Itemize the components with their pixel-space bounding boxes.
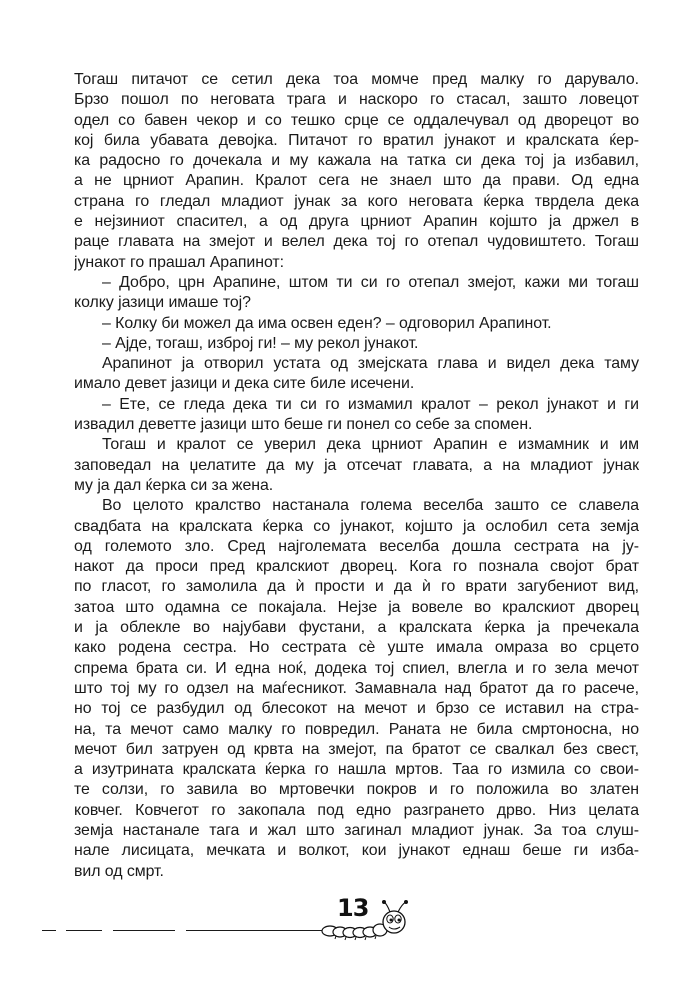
text-line: ка радосно го дочекала и му кажала на татка си дека тој ја избавил, — [74, 152, 639, 170]
text-line: е нејзиниот спасител, а од друга црниот Арапин којшто ја држел в — [74, 213, 639, 231]
footer-rule-segment — [113, 930, 175, 931]
text-line: заповедал на џелатите да му ја отсечат главата, а на младиот јунак — [74, 456, 639, 474]
footer-rule-segment — [66, 930, 102, 931]
text-line: јунакот го прашал Арапинот: — [74, 253, 285, 271]
text-line: земја настанале тага и жал што загинал младиот јунак. За тоа слуш- — [74, 821, 639, 839]
text-line: – Ете, се гледа дека ти си го измамил кралот – рекол јунакот и ги — [102, 395, 639, 413]
text-line: имало девет јазици и дека сите биле исечени. — [74, 375, 415, 393]
text-line: на, та мечот само малку го повредил. Раната не била смртоносна, но — [74, 720, 639, 738]
text-line: извадил деветте јазици што беше ги понел со себе за спомен. — [74, 416, 533, 434]
text-line: кој била убавата девојка. Питачот го вратил јунакот и кралската ќер- — [74, 131, 639, 149]
text-line: затоа што одамна се покајала. Нејзе ја вовеле во кралскиот дворец — [74, 598, 639, 616]
text-line: – Добро, црн Арапине, штом ти си го отепал змејот, кажи ми тогаш — [102, 273, 639, 291]
text-line: колку јазици имаше тој? — [74, 294, 251, 312]
text-line: нале лисицата, мечката и волкот, кои јунакот еднаш беше ги изба- — [74, 842, 639, 860]
text-line: спрема брата си. И една ноќ, додека тој спиел, влегла и го зела мечот — [74, 659, 639, 677]
text-line: страна го гледал младиот јунак за кого неговата ќерка тврдела дека — [74, 192, 639, 210]
text-line: Во целото кралство настанала голема веселба зашто се славела — [102, 497, 639, 515]
text-line: Арапинот ја отворил устата од змејската глава и видел дека таму — [102, 355, 639, 373]
text-line: и ја облекле во најубави фустани, а кралската ќерка ја пречекала — [74, 619, 639, 637]
footer-rule-segment — [42, 930, 56, 931]
text-line: те солзи, го завила во мртовечки покров и го положила во златен — [74, 781, 639, 799]
text-line: Брзо пошол по неговата трага и наскоро го стасал, зашто ловецот — [74, 91, 639, 109]
text-line: раце главата на змејот и велел дека тој го отепал чудовиштето. Тогаш — [74, 233, 639, 251]
text-line: – Колку би можел да има освен еден? – одговорил Арапинот. — [102, 314, 552, 332]
text-line: но тој се разбудил од блесокот на мечот и брзо се иставил на стра- — [74, 700, 639, 718]
text-line: мечот бил затруен од крвта на змејот, па братот се свалкал без свест, — [74, 740, 639, 758]
text-line: – Ајде, тогаш, изброј ги! – му рекол јунакот. — [102, 334, 419, 352]
page-number: 13 — [337, 894, 369, 922]
text-line: а не црниот Арапин. Кралот сега не знаел што да прави. Од една — [74, 172, 639, 190]
story-text — [74, 70, 639, 882]
text-line: Тогаш питачот се сетил дека тоа момче пред малку го дарувало. — [74, 71, 639, 88]
text-line: накот да проси пред кралскиот дворец. Кога го познала својот брат — [74, 558, 639, 576]
text-line: од големото зло. Сред најголемата веселба дошла сестрата на ју- — [74, 537, 639, 555]
text-line: вил од смрт. — [74, 862, 164, 880]
page-footer — [0, 890, 696, 950]
text-line: што тој му го одзел на маѓесникот. Замавнала над братот да го расече, — [74, 679, 639, 697]
text-line: му ја дал ќерка си за жена. — [74, 476, 274, 494]
text-line: одел со бавен чекор и со тешко срце се оддалечувал од дворецот во — [74, 111, 639, 129]
text-line: по гласот, го замолила да ѝ прости и да ѝ го врати загубениот вид, — [74, 578, 639, 596]
text-line: а изутрината кралската ќерка го нашла мртов. Таа го измила со свои- — [74, 761, 639, 779]
text-line: Тогаш и кралот се уверил дека црниот Арапин е измамник и им — [102, 436, 639, 454]
text-line: како родена сестра. Но сестрата сè уште имала омраза во срцето — [74, 639, 639, 657]
text-line: свадбата на кралската ќерка со јунакот, којшто ја ослобил сета земја — [74, 517, 639, 535]
text-line: ковчег. Ковчегот го закопала под едно разгрането дрво. Низ целата — [74, 801, 639, 819]
